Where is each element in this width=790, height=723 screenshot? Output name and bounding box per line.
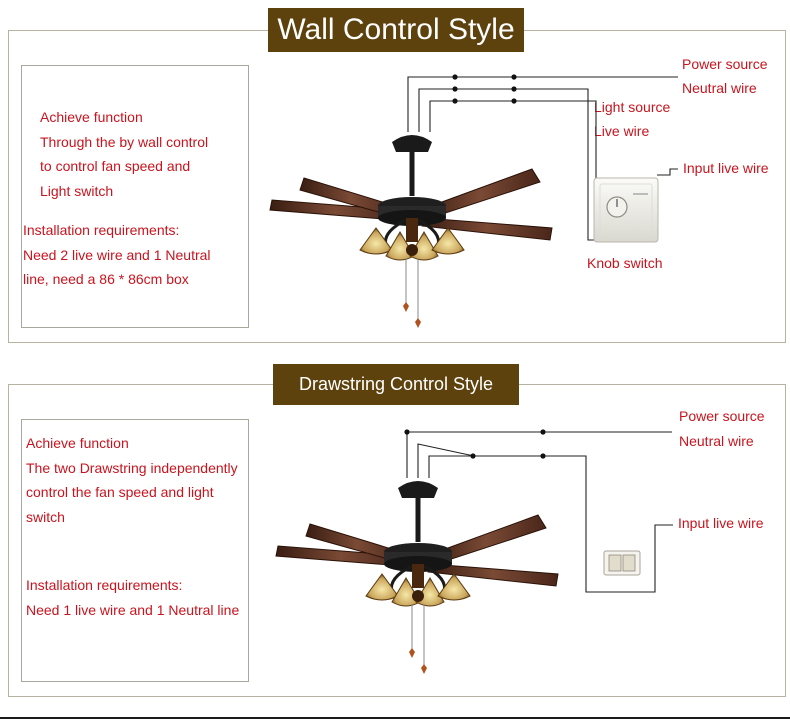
wall-label-live-wire: Live wire <box>594 123 650 139</box>
drawstring-achieve-line: switch <box>26 508 65 525</box>
bottom-divider <box>0 717 790 719</box>
wall-label-light-source: Light source <box>594 99 671 115</box>
drawstring-control-title: Drawstring Control Style <box>273 364 519 405</box>
wall-control-title: Wall Control Style <box>268 8 524 52</box>
wall-achieve-line: Light switch <box>40 182 114 199</box>
drawstring-label-input-live-wire: Input live wire <box>678 515 764 531</box>
wall-achieve-line: Through the by wall control <box>40 133 209 150</box>
wall-label-neutral-wire: Neutral wire <box>682 80 757 96</box>
drawstring-install-line: Need 1 live wire and 1 Neutral line <box>26 601 240 618</box>
drawstring-wire-junctions <box>404 429 545 458</box>
wire-junction-dot <box>511 74 516 79</box>
wall-label-knob-switch: Knob switch <box>587 255 663 271</box>
drawstring-achieve-line: The two Drawstring independently <box>26 459 238 476</box>
wire-junction-dot <box>511 98 516 103</box>
drawstring-label-neutral-wire: Neutral wire <box>679 433 754 449</box>
wall-install-line: Need 2 live wire and 1 Neutral <box>23 246 211 263</box>
double-switch-icon <box>604 551 640 575</box>
wall-achieve-line: to control fan speed and <box>40 158 191 174</box>
wire-junction-dot <box>540 453 545 458</box>
wall-install-line: line, need a 86 * 86cm box <box>23 271 189 287</box>
wall-install-heading: Installation requirements: <box>23 222 180 238</box>
wall-ceiling-fan-image <box>270 135 552 328</box>
wire-junction-dot <box>452 86 457 91</box>
drawstring-achieve-line: control the fan speed and light <box>26 484 214 500</box>
drawstring-achieve-heading: Achieve function <box>26 435 129 451</box>
knob-switch-icon <box>594 178 658 242</box>
drawstring-install-heading: Installation requirements: <box>26 577 183 593</box>
wire-junction-dot <box>404 429 409 434</box>
wall-achieve-heading: Achieve function <box>40 109 143 125</box>
wire-junction-dot <box>540 429 545 434</box>
drawstring-ceiling-fan-image <box>276 481 558 674</box>
wire-junction-dot <box>452 98 457 103</box>
drawstring-label-power-source: Power source <box>679 408 765 424</box>
wall-label-input-live-wire: Input live wire <box>683 160 769 176</box>
wire-junction-dot <box>511 86 516 91</box>
wire-junction-dot <box>470 453 475 458</box>
wall-label-power-source: Power source <box>682 56 768 72</box>
wire-junction-dot <box>452 74 457 79</box>
